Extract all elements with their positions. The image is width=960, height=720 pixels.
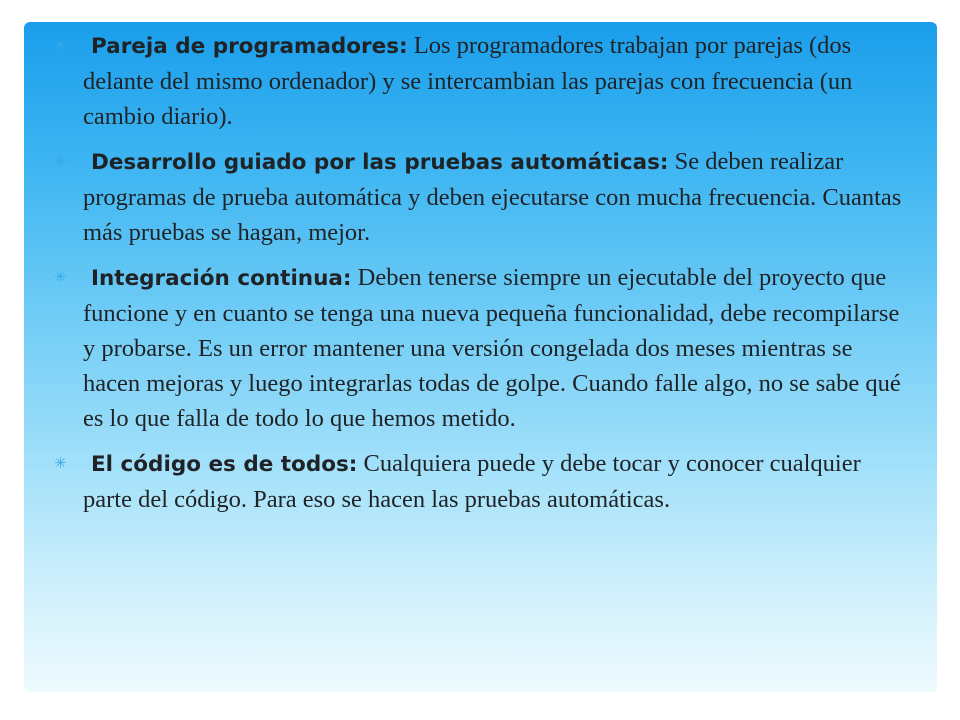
- bullet-text: Deben tenerse siempre un ejecutable del proyecto que funcione y en cuanto se tenga una nueva pequeña funcionalidad, debe recompilarse y probarse. Es un error mantener una versión congelada dos meses mientras se hacen mejoras y luego integrarlas todas de golpe. Cuando falle algo, no se sabe qué es lo que falla de todo lo que hemos metido.: [83, 264, 901, 432]
- bullet-item-continuous-integration: [54, 260, 914, 436]
- bullet-item-collective-ownership: [54, 446, 914, 517]
- bullet-term: Pareja de programadores:: [91, 34, 408, 59]
- asterisk-bullet-icon: ✳: [54, 454, 67, 472]
- bullet-term: Desarrollo guiado por las pruebas automáticas:: [91, 150, 669, 175]
- bullet-text: Cualquiera puede y debe tocar y conocer cualquier parte del código. Para eso se hacen las pruebas automáticas.: [83, 450, 861, 513]
- bullet-list: [54, 28, 914, 527]
- asterisk-bullet-icon: ✳: [54, 152, 67, 170]
- asterisk-bullet-icon: ✳: [54, 268, 67, 286]
- bullet-item-test-driven: [54, 144, 914, 250]
- bullet-term: El código es de todos:: [91, 452, 358, 477]
- bullet-text: Los programadores trabajan por parejas (dos delante del mismo ordenador) y se intercambian las parejas con frecuencia (un cambio diario).: [83, 32, 853, 130]
- bullet-term: Integración continua:: [91, 266, 352, 291]
- bullet-text: Se deben realizar programas de prueba automática y deben ejecutarse con mucha frecuencia. Cuantas más pruebas se hagan, mejor.: [83, 148, 902, 246]
- bullet-item-pair-programming: [54, 28, 914, 134]
- asterisk-bullet-icon: ✳: [54, 36, 67, 54]
